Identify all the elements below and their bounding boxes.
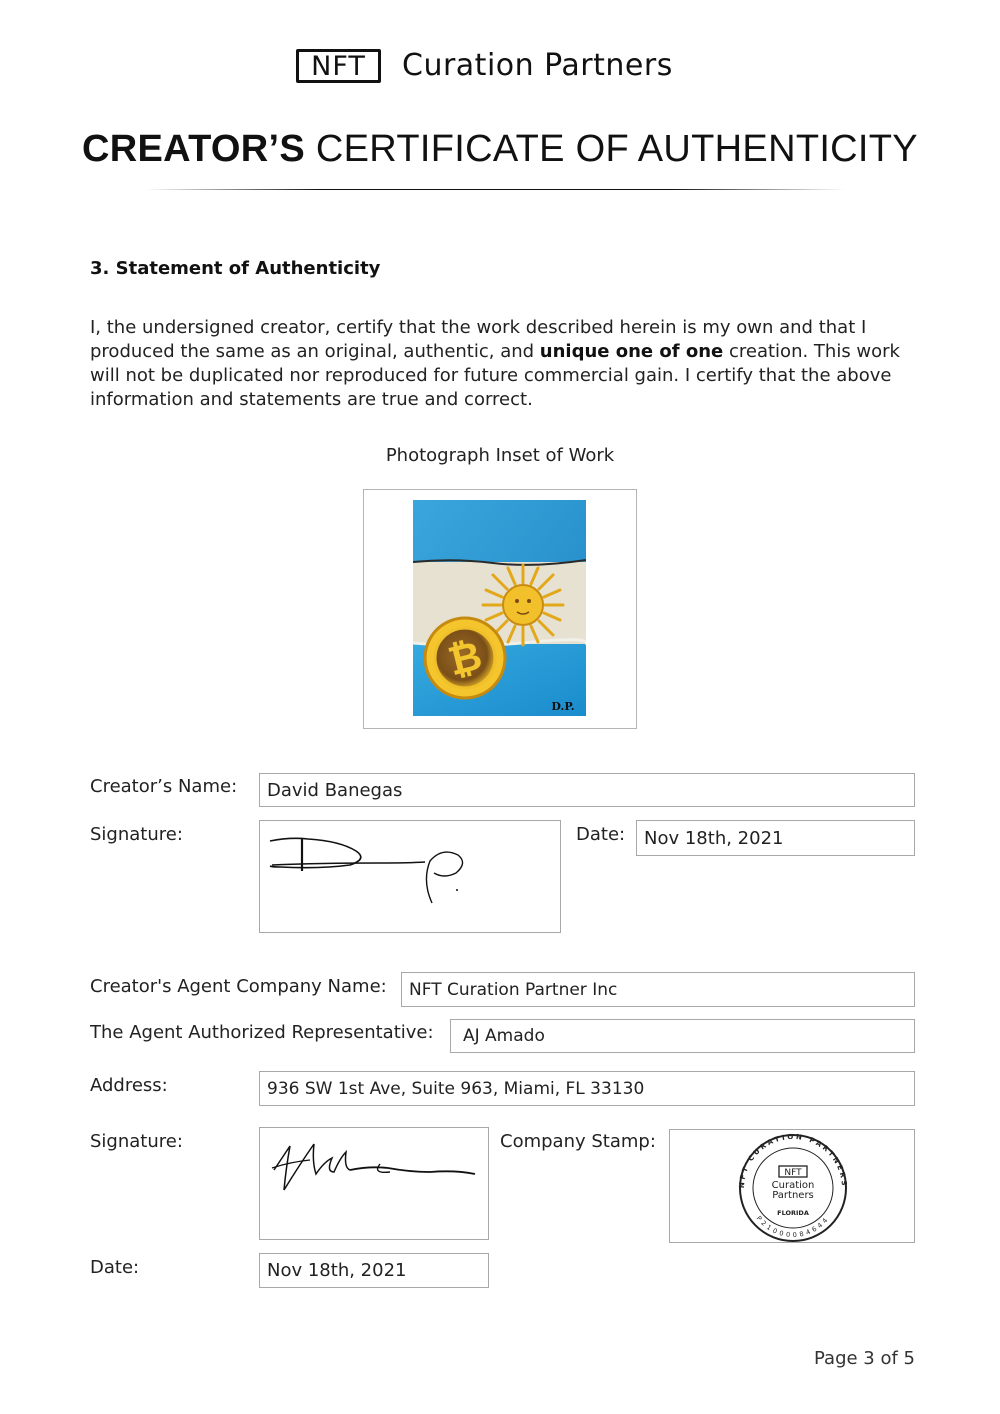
stamp-center-line1: Curation [771,1180,815,1191]
creator-signature-image [260,821,560,932]
company-stamp-seal [670,1130,914,1242]
stamp-number: P21000084644 [754,1214,832,1240]
agent-date-field[interactable]: Nov 18th, 2021 [259,1253,489,1288]
company-stamp-label: Company Stamp: [500,1131,656,1152]
creator-signature-label: Signature: [90,824,183,845]
statement-text-end: creation. This work will not be duplicated nor reproduced for future commercial gain. I certify that the above information and statements are true and correct. [90,341,900,410]
document-title [0,128,1000,171]
stamp-box-text: NFT [784,1168,802,1178]
agent-signature-label: Signature: [90,1131,183,1152]
title-divider [145,189,845,190]
agent-date-label: Date: [90,1257,140,1278]
logo-company-name: Curation Partners [402,48,673,83]
creator-date-field[interactable]: Nov 18th, 2021 [636,820,915,856]
statement-text-bold: unique one of one [539,341,724,362]
agent-address-label: Address: [90,1075,168,1096]
title-rest: CERTIFICATE OF AUTHENTICITY [305,128,918,170]
section-heading: 3. Statement of Authenticity [90,258,381,279]
agent-rep-field[interactable]: AJ Amado [450,1019,915,1053]
creator-signature-box[interactable] [259,820,561,933]
agent-company-field[interactable]: NFT Curation Partner Inc [401,972,915,1007]
agent-signature-box[interactable] [259,1127,489,1240]
statement-text-start: I, the undersigned creator, certify that the work described herein is my own and that I produced the same as an original, authentic, and [90,317,867,362]
statement-paragraph [90,316,910,412]
stamp-center-line2: Partners [772,1190,814,1201]
creator-date-label: Date: [576,824,626,845]
agent-address-field[interactable]: 936 SW 1st Ave, Suite 963, Miami, FL 33130 [259,1071,915,1106]
artwork-photo [413,500,586,716]
agent-signature-image [260,1128,488,1239]
photo-caption: Photograph Inset of Work [385,445,615,466]
artwork-initials: D.P. [551,700,575,713]
title-bold: CREATOR’S [82,128,306,170]
creator-name-field[interactable]: David Banegas [259,773,915,807]
agent-company-label: Creator's Agent Company Name: [90,976,387,997]
agent-rep-label: The Agent Authorized Representative: [90,1022,434,1043]
page-number: Page 3 of 5 [814,1348,915,1369]
stamp-state: FLORIDA [777,1209,809,1217]
creator-name-label: Creator’s Name: [90,776,238,797]
svg-text:₿: ₿ [443,632,487,686]
stamp-ring-text: NFT CURATION PARTNERS [737,1132,849,1189]
logo-nft-box: NFT [296,49,381,83]
company-stamp-box [669,1129,915,1243]
